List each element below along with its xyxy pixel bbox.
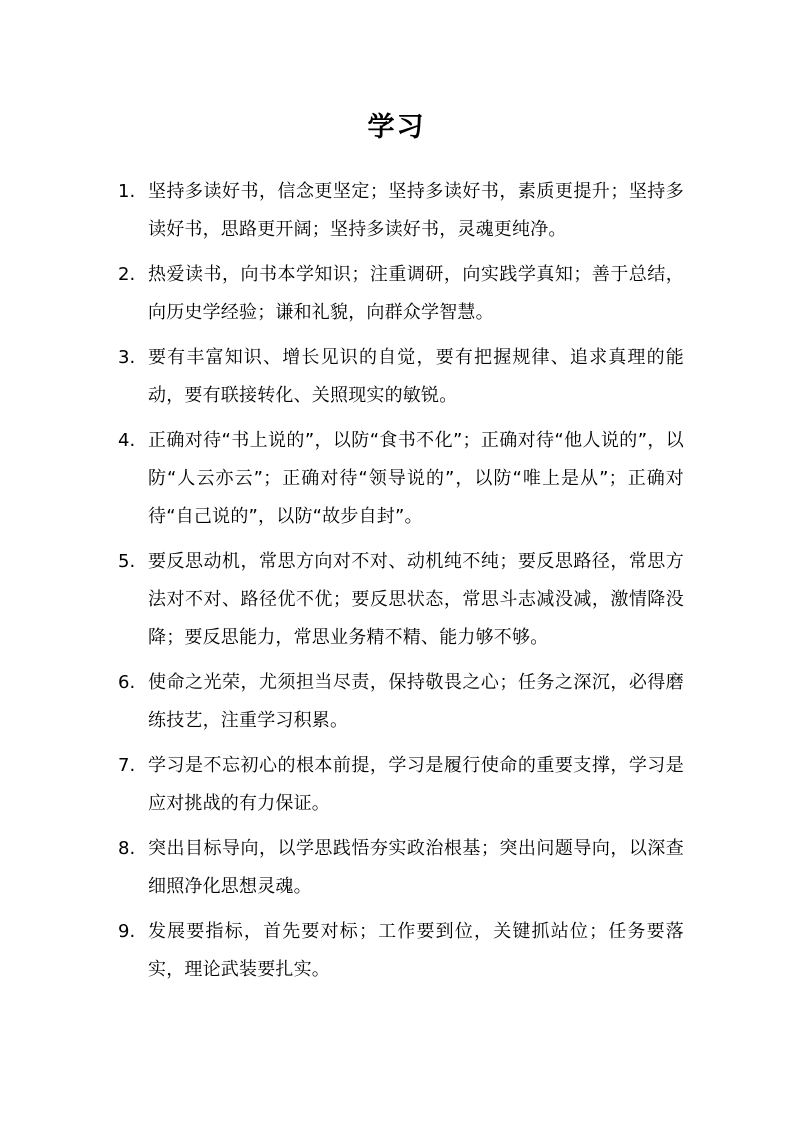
list-item: [118, 830, 684, 906]
list-item-text: 要有丰富知识、增长见识的自觉，要有把握规律、追求真理的能动，要有联接转化、关照现实的敏锐。: [148, 347, 684, 406]
list-item-number: 9.: [118, 921, 136, 942]
list-item: [118, 173, 684, 249]
list-item: [118, 339, 684, 415]
list-item: [118, 913, 684, 989]
page-title: 学习: [367, 112, 426, 143]
list-item-number: 4.: [118, 430, 136, 451]
list-item-text: 学习是不忘初心的根本前提，学习是履行使命的重要支撑，学习是应对挑战的有力保证。: [148, 755, 684, 814]
list-item-text: 坚持多读好书，信念更坚定；坚持多读好书，素质更提升；坚持多读好书，思路更开阔；坚持多读好书，灵魂更纯净。: [148, 181, 684, 240]
list-item: [118, 256, 684, 332]
list-item-text: 使命之光荣，尤须担当尽责，保持敬畏之心；任务之深沉，必得磨练技艺，注重学习积累。: [148, 672, 684, 731]
list-item-text: 突出目标导向，以学思践悟夯实政治根基；突出问题导向，以深查细照净化思想灵魂。: [148, 838, 684, 897]
list-item-text: 热爱读书，向书本学知识；注重调研，向实践学真知；善于总结，向历史学经验；谦和礼貌，向群众学智慧。: [148, 264, 684, 323]
list-item: [118, 747, 684, 823]
list-item-number: 6.: [118, 672, 136, 693]
list-item: [118, 664, 684, 740]
list-item-number: 8.: [118, 838, 136, 859]
list-item-text: 发展要指标，首先要对标；工作要到位，关键抓站位；任务要落实，理论武装要扎实。: [148, 921, 684, 980]
list-item-number: 3.: [118, 347, 136, 368]
list-item-number: 5.: [118, 551, 136, 572]
list-item: [118, 543, 684, 657]
list-item-text: 正确对待“书上说的”，以防“食书不化”；正确对待“他人说的”，以防“人云亦云”；正确对待“领导说的”，以防“唯上是从”；正确对待“自己说的”，以防“故步自封”。: [148, 430, 684, 527]
list-item-number: 7.: [118, 755, 136, 776]
list-item-number: 1.: [118, 181, 136, 202]
numbered-list: [118, 173, 684, 996]
list-item-number: 2.: [118, 264, 136, 285]
list-item: [118, 422, 684, 536]
list-item-text: 要反思动机，常思方向对不对、动机纯不纯；要反思路径，常思方法对不对、路径优不优；要反思状态，常思斗志减没减，激情降没降；要反思能力，常思业务精不精、能力够不够。: [148, 551, 684, 648]
